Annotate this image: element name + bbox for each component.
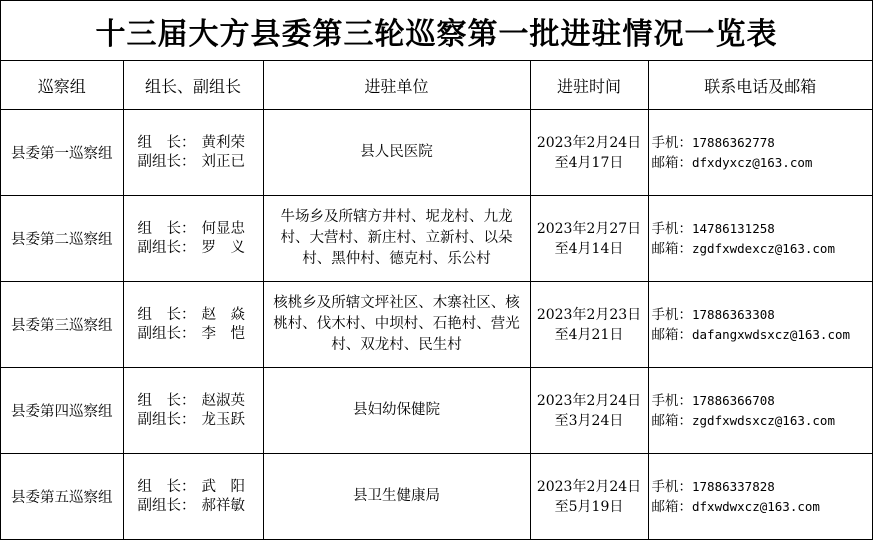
unit-cell: 县人民医院 [263, 110, 530, 196]
leader-name: 赵淑英 [201, 392, 245, 409]
time-start: 2023年2月23日 [536, 306, 642, 323]
phone-number: 14786131258 [692, 220, 775, 236]
phone-number: 17886337828 [692, 478, 775, 494]
unit-cell: 牛场乡及所辖方井村、坭龙村、九龙村、大营村、新庄村、立新村、以朵村、黑仲村、德克村、乐公村 [263, 196, 530, 282]
time-start: 2023年2月24日 [536, 392, 642, 409]
group-name: 县委第五巡察组 [1, 454, 123, 540]
phone-label: 手机： [651, 134, 692, 151]
phone-number: 17886366708 [692, 392, 775, 408]
leader-name: 何显忠 [201, 220, 245, 237]
deputy-label: 副组长： [137, 497, 196, 514]
leaders-cell [123, 196, 263, 282]
table-row [1, 110, 872, 196]
email-address: zgdfxwdsxcz@163.com [692, 412, 835, 428]
phone-number: 17886363308 [692, 306, 775, 322]
inspection-table [1, 61, 872, 539]
unit-cell: 县卫生健康局 [263, 454, 530, 540]
leaders-cell [123, 454, 263, 540]
contact-cell [648, 282, 872, 368]
group-name: 县委第三巡察组 [1, 282, 123, 368]
time-cell [530, 196, 648, 282]
leader-label: 组 长： [137, 306, 196, 323]
page-title: 十三届大方县委第三轮巡察第一批进驻情况一览表 [1, 1, 872, 61]
deputy-name: 龙玉跃 [201, 411, 245, 428]
table-row [1, 368, 872, 454]
time-start: 2023年2月27日 [536, 220, 642, 237]
leader-label: 组 长： [137, 392, 196, 409]
deputy-name: 刘正已 [201, 153, 245, 170]
email-label: 邮箱： [651, 412, 692, 429]
time-start: 2023年2月24日 [536, 478, 642, 495]
unit-cell: 县妇幼保健院 [263, 368, 530, 454]
time-start: 2023年2月24日 [536, 134, 642, 151]
phone-label: 手机： [651, 478, 692, 495]
time-end: 至5月19日 [554, 498, 624, 515]
leader-label: 组 长： [137, 478, 196, 495]
group-name: 县委第一巡察组 [1, 110, 123, 196]
email-label: 邮箱： [651, 240, 692, 257]
email-address: dfxdyxcz@163.com [692, 154, 813, 170]
table-row [1, 454, 872, 540]
email-label: 邮箱： [651, 154, 692, 171]
phone-label: 手机： [651, 306, 692, 323]
unit-cell: 核桃乡及所辖文坪社区、木寨社区、核桃村、伐木村、中坝村、石艳村、营光村、双龙村、民生村 [263, 282, 530, 368]
time-end: 至3月24日 [554, 412, 624, 429]
time-end: 至4月21日 [554, 326, 624, 343]
group-name: 县委第四巡察组 [1, 368, 123, 454]
header-unit: 进驻单位 [263, 61, 530, 110]
table-row [1, 196, 872, 282]
email-address: dafangxwdsxcz@163.com [692, 326, 851, 342]
deputy-label: 副组长： [137, 239, 196, 256]
leader-name: 赵 焱 [201, 306, 245, 323]
contact-cell [648, 196, 872, 282]
time-end: 至4月17日 [554, 154, 624, 171]
leader-label: 组 长： [137, 134, 196, 151]
header-row [1, 61, 872, 110]
header-group: 巡察组 [1, 61, 123, 110]
leader-label: 组 长： [137, 220, 196, 237]
contact-cell [648, 454, 872, 540]
deputy-label: 副组长： [137, 411, 196, 428]
deputy-name: 李 恺 [201, 325, 245, 342]
phone-number: 17886362778 [692, 134, 775, 150]
phone-label: 手机： [651, 392, 692, 409]
group-name: 县委第二巡察组 [1, 196, 123, 282]
deputy-name: 郝祥敏 [201, 497, 245, 514]
deputy-label: 副组长： [137, 325, 196, 342]
time-cell [530, 282, 648, 368]
time-end: 至4月14日 [554, 240, 624, 257]
leaders-cell [123, 110, 263, 196]
time-cell [530, 110, 648, 196]
header-leaders: 组长、副组长 [123, 61, 263, 110]
leader-name: 武 阳 [201, 478, 245, 495]
deputy-name: 罗 义 [201, 239, 245, 256]
contact-cell [648, 368, 872, 454]
leaders-cell [123, 368, 263, 454]
email-label: 邮箱： [651, 326, 692, 343]
email-address: zgdfxwdexcz@163.com [692, 240, 835, 256]
time-cell [530, 368, 648, 454]
deputy-label: 副组长： [137, 153, 196, 170]
leader-name: 黄利荣 [201, 134, 245, 151]
table-row [1, 282, 872, 368]
contact-cell [648, 110, 872, 196]
header-time: 进驻时间 [530, 61, 648, 110]
header-contact: 联系电话及邮箱 [648, 61, 872, 110]
email-label: 邮箱： [651, 498, 692, 515]
phone-label: 手机： [651, 220, 692, 237]
email-address: dfxwdwxcz@163.com [692, 498, 820, 514]
time-cell [530, 454, 648, 540]
leaders-cell [123, 282, 263, 368]
